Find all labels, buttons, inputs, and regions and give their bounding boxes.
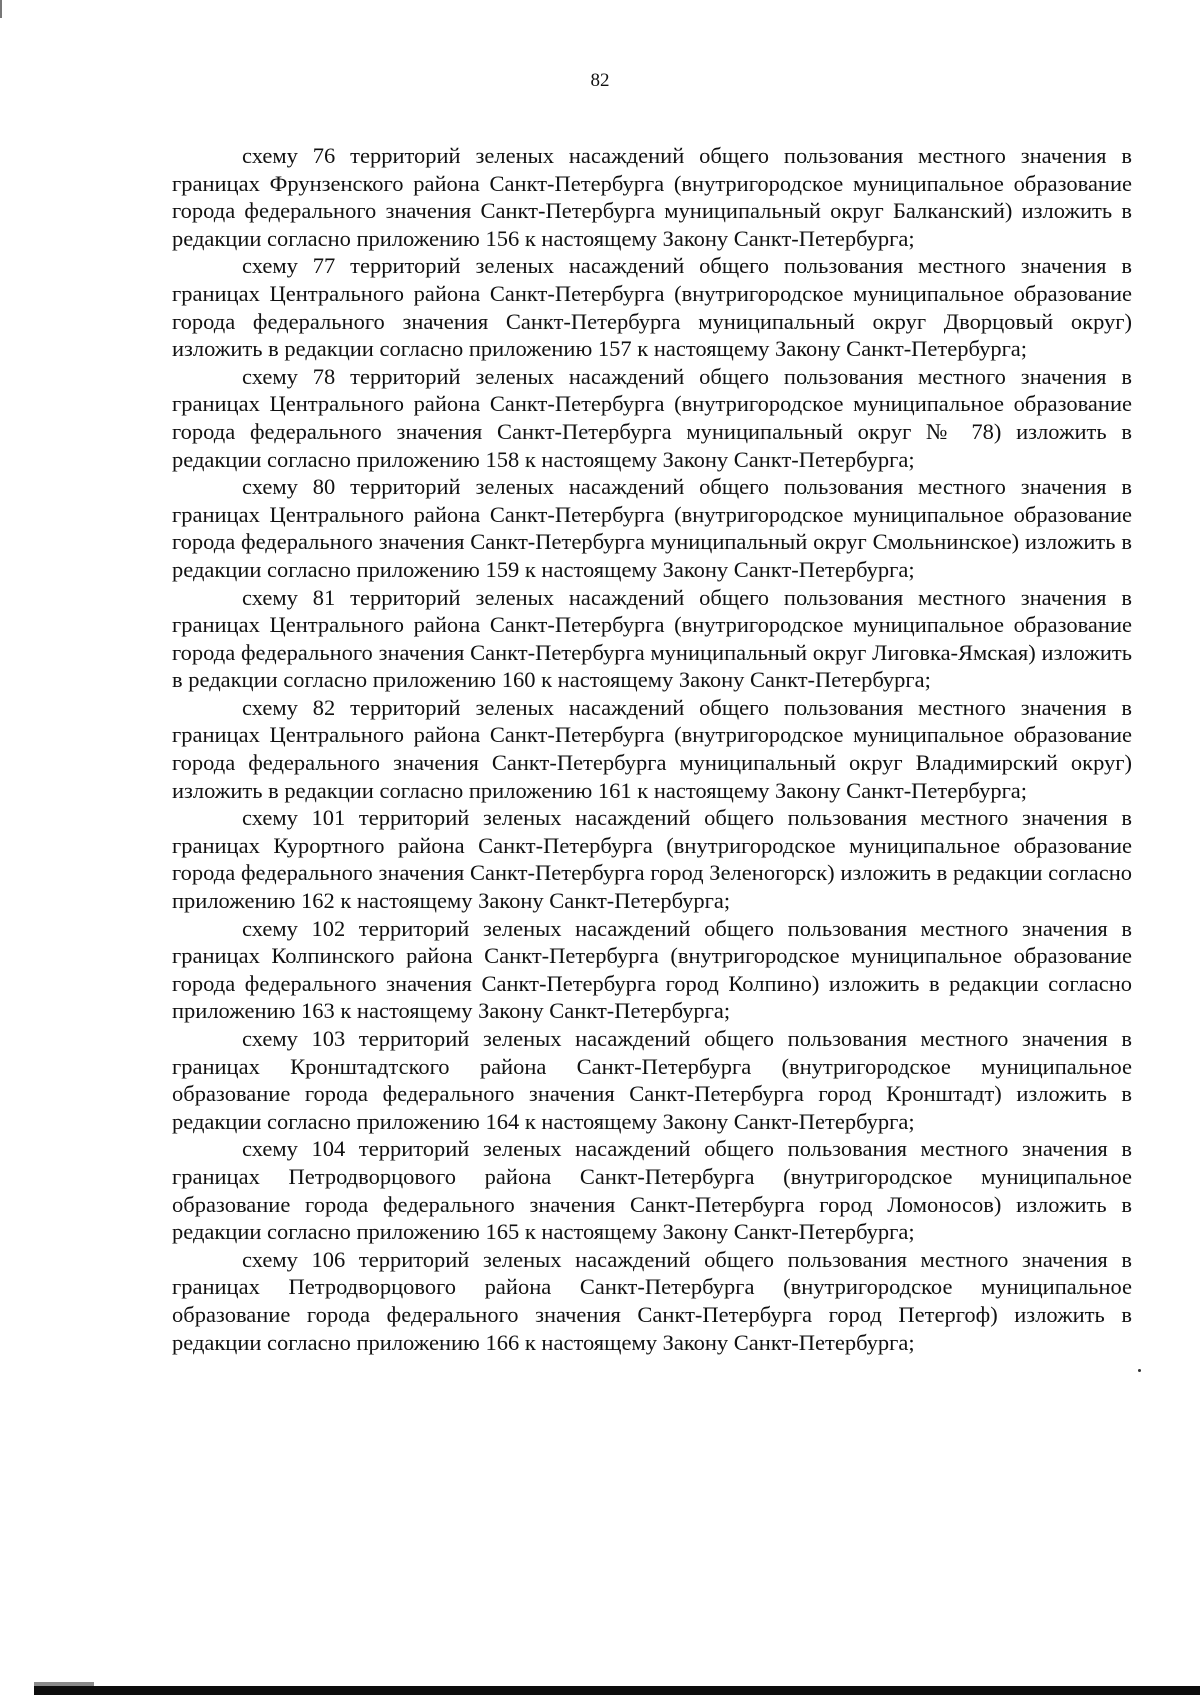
- paragraph: схему 81 территорий зеленых насаждений общего пользования местного значения в границах Центрального района Санкт-Петербурга (внутригородское муниципальное образование города федерального значения Санкт-Петербурга муниципальный округ Лиговка-Ямская) изложить в редакции согласно приложению 160 к настоящему Закону Санкт-Петербурга;: [172, 584, 1132, 693]
- paragraph: схему 101 территорий зеленых насаждений общего пользования местного значения в границах Курортного района Санкт-Петербурга (внутригородское муниципальное образование города федерального значения Санкт-Петербурга город Зеленогорск) изложить в редакции согласно приложению 162 к настоящему Закону Санкт-Петербурга;: [172, 805, 1132, 914]
- paragraph: схему 77 территорий зеленых насаждений общего пользования местного значения в границах Центрального района Санкт-Петербурга (внутригородское муниципальное образование города федерального значения Санкт-Петербурга муниципальный округ Дворцовый округ) изложить в редакции согласно приложению 157 к настоящему Закону Санкт-Петербурга;: [172, 253, 1132, 362]
- paragraph: схему 106 территорий зеленых насаждений общего пользования местного значения в границах Петродворцового района Санкт-Петербурга (внутригородское муниципальное образование города федерального значения Санкт-Петербурга город Петергоф) изложить в редакции согласно приложению 166 к настоящему Закону Санкт-Петербурга;: [172, 1246, 1132, 1355]
- scan-bottom-edge: [34, 1686, 1200, 1695]
- paragraph: схему 78 территорий зеленых насаждений общего пользования местного значения в границах Центрального района Санкт-Петербурга (внутригородское муниципальное образование города федерального значения Санкт-Петербурга муниципальный округ № 78) изложить в редакции согласно приложению 158 к настоящему Закону Санкт-Петербурга;: [172, 363, 1132, 472]
- paragraph: схему 102 территорий зеленых насаждений общего пользования местного значения в границах Колпинского района Санкт-Петербурга (внутригородское муниципальное образование города федерального значения Санкт-Петербурга город Колпино) изложить в редакции согласно приложению 163 к настоящему Закону Санкт-Петербурга;: [172, 915, 1132, 1024]
- paragraph: схему 82 территорий зеленых насаждений общего пользования местного значения в границах Центрального района Санкт-Петербурга (внутригородское муниципальное образование города федерального значения Санкт-Петербурга муниципальный округ Владимирский округ) изложить в редакции согласно приложению 161 к настоящему Закону Санкт-Петербурга;: [172, 694, 1132, 803]
- paragraph: схему 104 территорий зеленых насаждений общего пользования местного значения в границах Петродворцового района Санкт-Петербурга (внутригородское муниципальное образование города федерального значения Санкт-Петербурга город Ломоносов) изложить в редакции согласно приложению 165 к настоящему Закону Санкт-Петербурга;: [172, 1136, 1132, 1245]
- document-body: [172, 142, 1132, 1356]
- scan-edge-artifact: [0, 0, 2, 18]
- page-number: 82: [590, 70, 610, 91]
- paragraph: схему 80 территорий зеленых насаждений общего пользования местного значения в границах Центрального района Санкт-Петербурга (внутригородское муниципальное образование города федерального значения Санкт-Петербурга муниципальный округ Смольнинское) изложить в редакции согласно приложению 159 к настоящему Закону Санкт-Петербурга;: [172, 474, 1132, 582]
- paragraph: схему 103 территорий зеленых насаждений общего пользования местного значения в границах Кронштадтского района Санкт-Петербурга (внутригородское муниципальное образование города федерального значения Санкт-Петербурга город Кронштадт) изложить в редакции согласно приложению 164 к настоящему Закону Санкт-Петербурга;: [172, 1026, 1132, 1134]
- paragraph: схему 76 территорий зеленых насаждений общего пользования местного значения в границах Фрунзенского района Санкт-Петербурга (внутригородское муниципальное образование города федерального значения Санкт-Петербурга муниципальный округ Балканский) изложить в редакции согласно приложению 156 к настоящему Закону Санкт-Петербурга;: [172, 143, 1132, 251]
- scan-speck: [1138, 1369, 1141, 1372]
